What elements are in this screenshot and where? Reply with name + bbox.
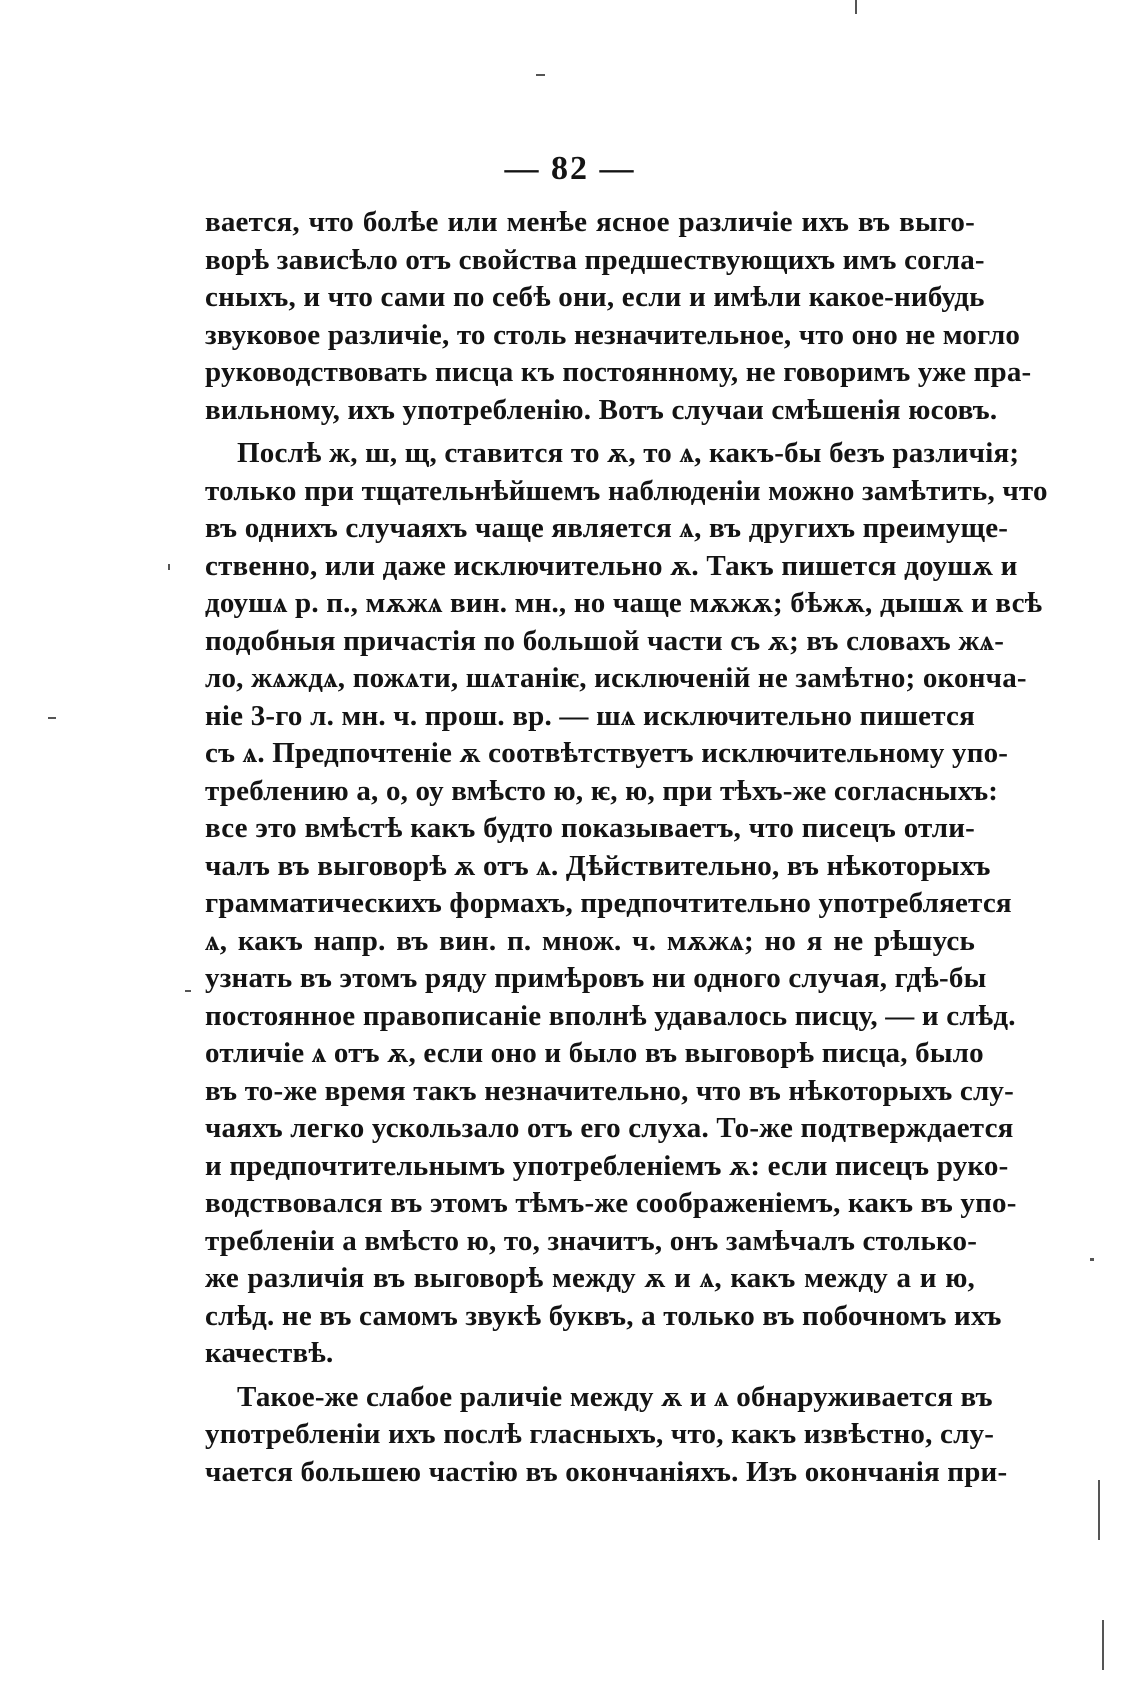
text-line: качествѣ.	[205, 1337, 334, 1369]
text-line: вается, что болѣе или менѣе ясное различіе ихъ въ выго-	[205, 206, 975, 238]
text-line: слѣд. не въ самомъ звукѣ буквъ, а только въ побочномъ ихъ	[205, 1299, 1002, 1332]
text-line: узнать въ этомъ ряду примѣровъ ни одного случая, гдѣ-бы	[205, 962, 987, 994]
scan-speck	[1090, 1258, 1094, 1261]
paragraph-2	[205, 435, 1048, 1373]
scan-speck	[855, 0, 857, 14]
text-line: въ то-же время такъ незначительно, что въ нѣкоторыхъ слу-	[205, 1074, 1014, 1107]
scan-speck	[168, 564, 170, 570]
text-line: ло, жѧждѧ, пожѧти, шѧтаніѥ, исключеній не замѣтно; оконча-	[205, 662, 1027, 694]
text-line: сныхъ, и что сами по себѣ они, если и имѣли какое-нибудь	[205, 281, 985, 313]
text-line: Послѣ ж, ш, щ, ставится то ѫ, то ѧ, какъ-бы безъ различія;	[237, 437, 1020, 469]
scan-speck	[1102, 1620, 1104, 1670]
text-line: доушѧ р. п., мѫжѧ вин. мн., но чаще мѫжѫ; бѣжѫ, дышѫ и всѣ	[205, 587, 1043, 619]
text-line: ніе 3-го л. мн. ч. прош. вр. — шѧ исключительно пишется	[205, 699, 975, 732]
text-line: въ однихъ случаяхъ чаще является ѧ, въ другихъ преимуще-	[205, 512, 1009, 544]
text-line: чаяхъ легко ускользало отъ его слуха. То-же подтверждается	[205, 1112, 1014, 1144]
text-line: требленіи а вмѣсто ю, то, значитъ, онъ замѣчалъ столько-	[205, 1224, 978, 1257]
text-line: ворѣ зависѣло отъ свойства предшествующихъ имъ согла-	[205, 243, 985, 276]
page-number: — 82 —	[504, 150, 636, 187]
text-line: подобныя причастія по большой части съ ѫ; въ словахъ жѧ-	[205, 624, 1005, 657]
text-line: чалъ въ выговорѣ ѫ отъ ѧ. Дѣйствительно, въ нѣкоторыхъ	[205, 849, 991, 882]
paragraph-1	[205, 204, 1032, 429]
text-line: съ ѧ. Предпочтеніе ѫ соотвѣтствуетъ исключительному упо-	[205, 737, 1009, 769]
scan-speck	[48, 717, 56, 719]
paragraph-3	[205, 1379, 1008, 1492]
text-line: руководствовать писца къ постоянному, не говоримъ уже пра-	[205, 356, 1032, 388]
text-line: все это вмѣстѣ какъ будто показываетъ, что писецъ отли-	[205, 812, 975, 844]
text-line: грамматическихъ формахъ, предпочтительно употребляется	[205, 887, 1012, 919]
text-line: только при тщательнѣйшемъ наблюденіи можно замѣтить, что	[205, 474, 1048, 507]
text-line: ственно, или даже исключительно ѫ. Такъ пишется доушѫ и	[205, 549, 1018, 582]
text-line: же различія въ выговорѣ между ѫ и ѧ, какъ между а и ю,	[205, 1262, 975, 1294]
body-text	[205, 204, 1048, 1491]
text-line: Такое-же слабое раличіе между ѫ и ѧ обнаруживается въ	[237, 1380, 993, 1413]
scan-speck	[185, 990, 191, 992]
text-line: употребленіи ихъ послѣ гласныхъ, что, какъ извѣстно, слу-	[205, 1418, 995, 1450]
text-line: треблению а, о, оу вмѣсто ю, ѥ, ю, при тѣхъ-же согласныхъ:	[205, 774, 999, 807]
text-line: чается большею частію въ окончаніяхъ. Изъ окончанія при-	[205, 1455, 1008, 1488]
text-line: вильному, ихъ употребленію. Вотъ случаи смѣшенія юсовъ.	[205, 393, 998, 426]
scan-speck	[536, 74, 545, 76]
text-line: отличіе ѧ отъ ѫ, если оно и было въ выговорѣ писца, было	[205, 1037, 984, 1069]
text-line: водствовался въ этомъ тѣмъ-же соображеніемъ, какъ въ упо-	[205, 1187, 1017, 1219]
text-line: ѧ, какъ напр. въ вин. п. множ. ч. мѫжѧ; но я не рѣшусь	[205, 924, 975, 957]
scan-speck	[1098, 1480, 1100, 1540]
text-line: звуковое различіе, то столь незначительное, что оно не могло	[205, 318, 1021, 351]
text-line: и предпочтительнымъ употребленіемъ ѫ: если писецъ руко-	[205, 1149, 1009, 1182]
text-line: постоянное правописаніе вполнѣ удавалось писцу, — и слѣд.	[205, 999, 1016, 1032]
